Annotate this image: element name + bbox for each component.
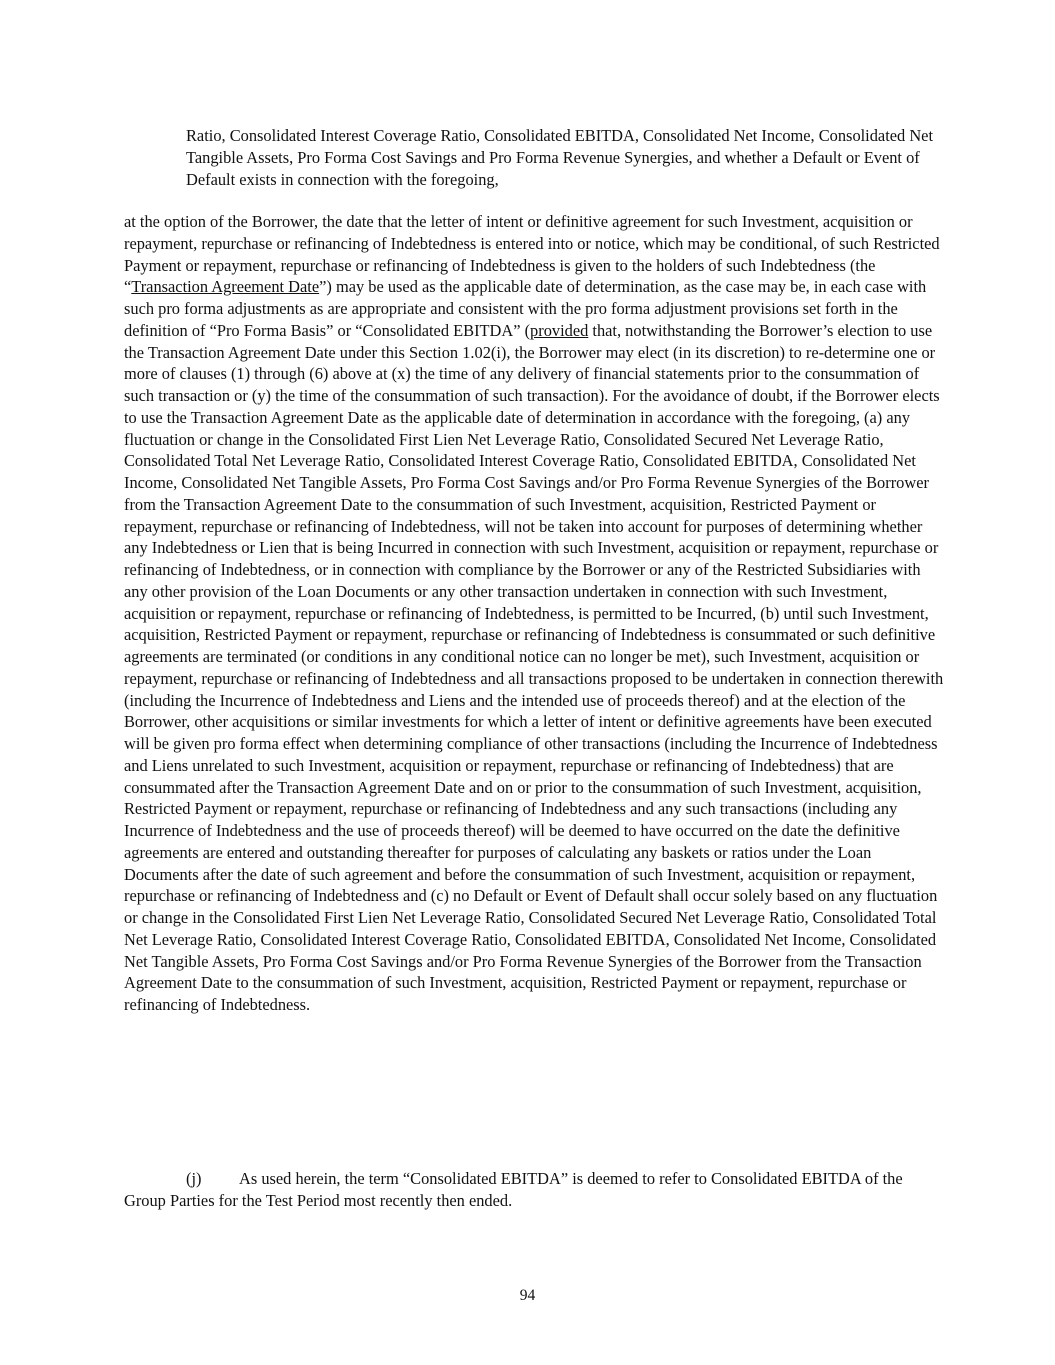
provided-term: provided: [530, 320, 589, 340]
page-number: 94: [519, 1287, 536, 1304]
main-paragraph: [124, 211, 946, 1016]
main-paragraph-part-2: ”) may be used as the applicable date of determination, as the case may be, in each case with such pro forma adjustments as are appropriate and consistent with the pro forma adjustment provisions set forth in the definition of “Pro Forma Basis” or “Consolidated EBITDA” (: [124, 277, 927, 340]
defined-term-transaction-agreement-date: Transaction Agreement Date: [131, 277, 320, 297]
clause-j-text: As used herein, the term “Consolidated EBITDA” is deemed to refer to Consolidated EBITDA of the Group Parties for the Test Period most recently then ended.: [124, 1169, 903, 1210]
main-paragraph-part-3: that, notwithstanding the Borrower’s election to use the Transaction Agreement Date under this Section 1.02(i), the Borrower may elect (in its discretion) to re-determine one or more of clauses (1) through (6) above at (x) the time of any delivery of financial statements prior to the consummation of such transaction or (y) the time of the consummation of such transaction). For the avoidance of doubt, if the Borrower elects to use the Transaction Agreement Date as the applicable date of determination in accordance with the foregoing, (a) any fluctuation or change in the Consolidated First Lien Net Leverage Ratio, Consolidated Secured Net Leverage Ratio, Consolidated Total Net Leverage Ratio, Consolidated Interest Coverage Ratio, Consolidated EBITDA, Consolidated Net Income, Consolidated Net Tangible Assets, Pro Forma Cost Savings and/or Pro Forma Revenue Synergies of the Borrower from the Transaction Agreement Date to the consummation of such Investment, acquisition, Restricted Payment or repayment, repurchase or refinancing of Indebtedness, will not be taken into account for purposes of determining whether any Indebtedness or Lien that is being Incurred in connection with such Investment, acquisition or repayment, repurchase or refinancing of Indebtedness, or in connection with compliance by the Borrower or any of the Restricted Subsidiaries with any other provision of the Loan Documents or any other transaction undertaken in connection with such Investment, acquisition or repayment, repurchase or refinancing of Indebtedness, is permitted to be Incurred, (b) until such Investment, acquisition, Restricted Payment or repayment, repurchase or refinancing of Indebtedness is consummated or such definitive agreements are terminated (or conditions in any conditional notice can no longer be met), such Investment, acquisition or repayment, repurchase or refinancing of Indebtedness and all transactions proposed to be undertaken in connection therewith (including the Incurrence of Indebtedness and Liens and the intended use of proceeds thereof) and at the election of the Borrower, other acquisitions or similar investments for which a letter of intent or definitive agreements have been executed will be given pro forma effect when determining compliance of other transactions (including the Incurrence of Indebtedness and Liens unrelated to such Investment, acquisition or repayment, repurchase or refinancing of Indebtedness) that are consummated after the Transaction Agreement Date and on or prior to the consummation of such Investment, acquisition, Restricted Payment or repayment, repurchase or refinancing of Indebtedness and any such transactions (including any Incurrence of Indebtedness and the use of proceeds thereof) will be deemed to have occurred on the date the definitive agreements are entered and outstanding thereafter for purposes of calculating any baskets or ratios under the Loan Documents after the date of such agreement and before the consummation of such Investment, acquisition or repayment, repurchase or refinancing of Indebtedness and (c) no Default or Event of Default shall occur solely based on any fluctuation or change in the Consolidated First Lien Net Leverage Ratio, Consolidated Secured Net Leverage Ratio, Consolidated Total Net Leverage Ratio, Consolidated Interest Coverage Ratio, Consolidated EBITDA, Consolidated Net Income, Consolidated Net Tangible Assets, Pro Forma Cost Savings and/or Pro Forma Revenue Synergies of the Borrower from the Transaction Agreement Date to the consummation of such Investment, acquisition, Restricted Payment or repayment, repurchase or refinancing of Indebtedness.: [124, 320, 944, 1014]
main-paragraph-part-1: at the option of the Borrower, the date that the letter of intent or definitive agreement for such Investment, acquisition or repayment, repurchase or refinancing of Indebtedness is entered into or notice, which may be conditional, of such Restricted Payment or repayment, repurchase or refinancing of Indebtedness is given to the holders of such Indebtedness (the “: [124, 212, 940, 297]
clause-j-paragraph: [124, 1168, 946, 1212]
continuation-paragraph: Ratio, Consolidated Interest Coverage Ratio, Consolidated EBITDA, Consolidated Net Income, Consolidated Net Tangible Assets, Pro Forma Cost Savings and Pro Forma Revenue Synergies, and whether a Default or Event of Default exists in connection with the foregoing,: [186, 126, 933, 189]
clause-j-label: (j): [186, 1169, 202, 1188]
